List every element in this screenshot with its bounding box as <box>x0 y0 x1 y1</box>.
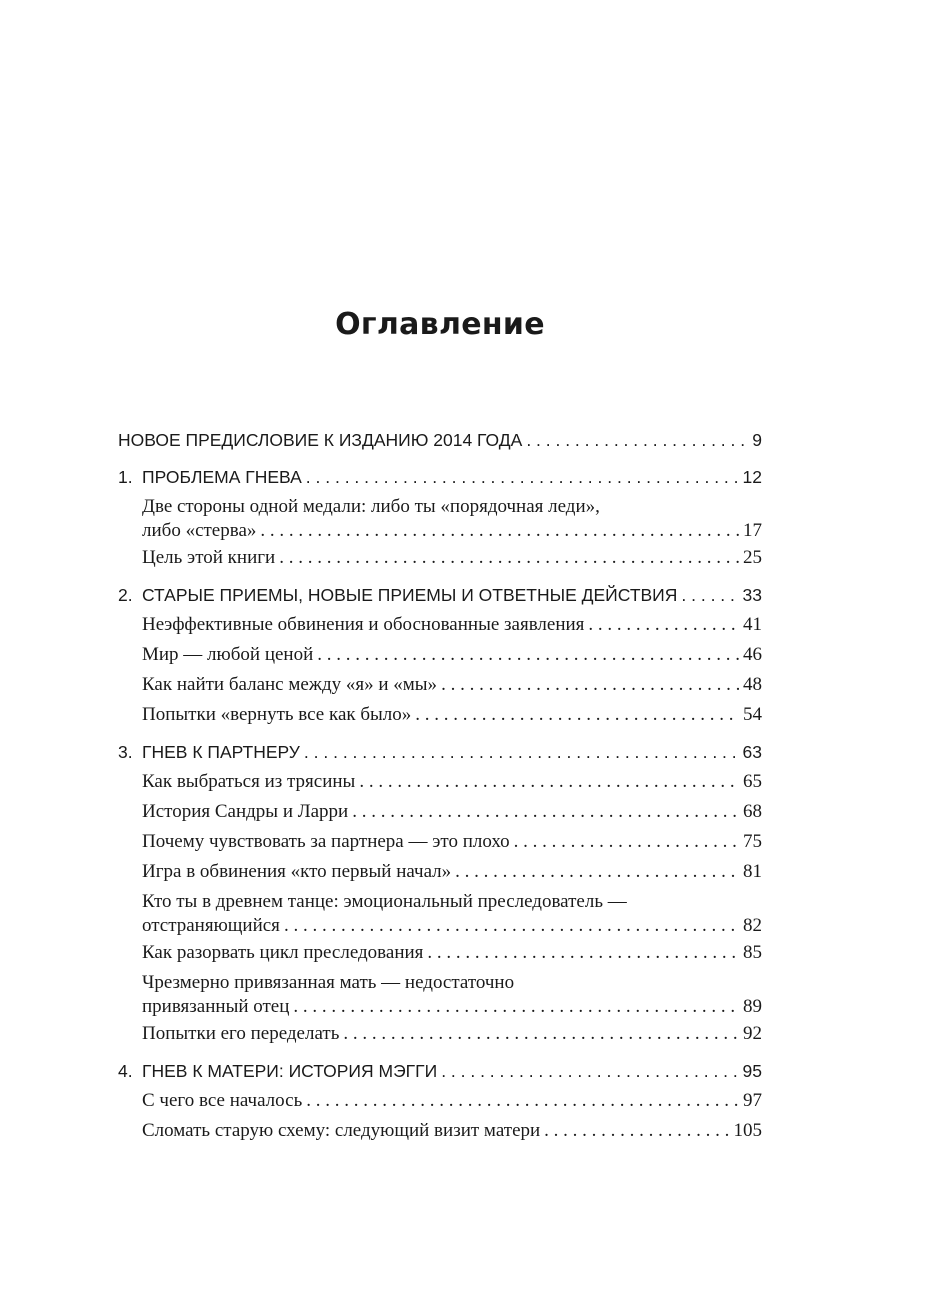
chapter-section-1 <box>118 462 762 573</box>
dot-leader <box>293 995 739 1019</box>
dot-leader <box>359 767 739 797</box>
dot-leader <box>441 1056 738 1086</box>
page-number: 17 <box>743 520 762 541</box>
entry-label: Почему чувствовать за партнера — это плохо <box>142 831 510 852</box>
chapter-number: 2. <box>118 585 133 605</box>
chapter-number: 4. <box>118 1061 133 1081</box>
toc-subentry[interactable] <box>118 857 762 887</box>
dot-leader <box>415 700 739 730</box>
entry-label: Сломать старую схему: следующий визит матери <box>142 1120 541 1141</box>
entry-label: Неэффективные обвинения и обоснованные заявления <box>142 614 585 635</box>
page-number: 46 <box>743 644 762 665</box>
toc-subentry[interactable] <box>118 827 762 857</box>
page-number: 48 <box>743 674 762 695</box>
toc-entry-chapter-1[interactable] <box>118 462 762 492</box>
toc-subentry[interactable] <box>118 543 762 573</box>
entry-label: Попытки его переделать <box>142 1023 340 1044</box>
dot-leader <box>306 462 739 492</box>
page-number: 82 <box>743 915 762 936</box>
dot-leader <box>317 640 739 670</box>
toc-subentry[interactable] <box>118 1116 762 1146</box>
toc-subentry[interactable] <box>118 767 762 797</box>
dot-leader <box>343 1019 739 1049</box>
entry-label: ПРОБЛЕМА ГНЕВА <box>142 467 302 487</box>
toc-subentry[interactable] <box>118 938 762 968</box>
entry-label: ГНЕВ К МАТЕРИ: ИСТОРИЯ МЭГГИ <box>142 1061 438 1081</box>
page-number: 89 <box>743 996 762 1017</box>
dot-leader <box>455 857 739 887</box>
dot-leader <box>352 797 739 827</box>
dot-leader <box>284 914 739 938</box>
page-number: 75 <box>743 831 762 852</box>
toc-subentry[interactable] <box>118 640 762 670</box>
entry-label: отстраняющийся <box>142 915 280 936</box>
entry-label: История Сандры и Ларри <box>142 801 349 822</box>
page-number: 81 <box>743 861 762 882</box>
dot-leader <box>526 425 748 455</box>
dot-leader <box>544 1116 729 1146</box>
entry-label: С чего все началось <box>142 1090 303 1111</box>
chapter-section-3 <box>118 737 762 1049</box>
table-of-contents <box>118 425 762 1153</box>
page-number: 25 <box>743 547 762 568</box>
entry-label: Игра в обвинения «кто первый начал» <box>142 861 452 882</box>
entry-label: Как разорвать цикл преследования <box>142 942 424 963</box>
page-number: 54 <box>743 704 762 725</box>
dot-leader <box>681 580 738 610</box>
toc-entry-chapter-3[interactable] <box>118 737 762 767</box>
entry-label: ГНЕВ К ПАРТНЕРУ <box>142 742 300 762</box>
dot-leader <box>514 827 739 857</box>
entry-label: либо «стерва» <box>142 520 257 541</box>
page-number: 85 <box>743 942 762 963</box>
entry-label: Мир — любой ценой <box>142 644 314 665</box>
entry-label: СТАРЫЕ ПРИЕМЫ, НОВЫЕ ПРИЕМЫ И ОТВЕТНЫЕ ДЕЙСТВИЯ <box>142 585 678 605</box>
page-number: 12 <box>742 467 762 487</box>
toc-subentry[interactable] <box>118 968 762 1019</box>
dot-leader <box>279 543 739 573</box>
toc-subentry[interactable] <box>118 887 762 938</box>
entry-label: Цель этой книги <box>142 547 276 568</box>
page-title: Оглавление <box>335 307 545 342</box>
chapter-section-4 <box>118 1056 762 1146</box>
entry-label: Как найти баланс между «я» и «мы» <box>142 674 438 695</box>
entry-label-line1: Чрезмерно привязанная мать — недостаточно <box>142 972 515 993</box>
dot-leader <box>304 737 739 767</box>
page-number: 92 <box>743 1023 762 1044</box>
toc-subentry[interactable] <box>118 670 762 700</box>
page-number: 41 <box>743 614 762 635</box>
page-number: 105 <box>733 1120 762 1141</box>
toc-entry-chapter-4[interactable] <box>118 1056 762 1086</box>
entry-label: НОВОЕ ПРЕДИСЛОВИЕ К ИЗДАНИЮ 2014 ГОДА <box>118 430 523 450</box>
toc-subentry[interactable] <box>118 1019 762 1049</box>
chapter-number: 3. <box>118 742 133 762</box>
dot-leader <box>306 1086 739 1116</box>
chapter-section-2 <box>118 580 762 730</box>
page-number: 97 <box>743 1090 762 1111</box>
page-number: 33 <box>742 585 762 605</box>
dot-leader <box>588 610 739 640</box>
toc-entry-preface[interactable] <box>118 425 762 455</box>
toc-subentry[interactable] <box>118 1086 762 1116</box>
entry-label-line1: Кто ты в древнем танце: эмоциональный преследователь — <box>142 891 627 912</box>
dot-leader <box>441 670 739 700</box>
entry-label-line1: Две стороны одной медали: либо ты «порядочная леди», <box>142 496 600 517</box>
page-number: 63 <box>742 742 762 762</box>
toc-subentry[interactable] <box>118 610 762 640</box>
entry-label: привязанный отец <box>142 996 290 1017</box>
toc-entry-chapter-2[interactable] <box>118 580 762 610</box>
dot-leader <box>260 519 739 543</box>
page-number: 65 <box>743 771 762 792</box>
page-number: 95 <box>742 1061 762 1081</box>
toc-subentry[interactable] <box>118 797 762 827</box>
entry-label: Попытки «вернуть все как было» <box>142 704 412 725</box>
page-number: 9 <box>752 430 762 450</box>
toc-subentry[interactable] <box>118 700 762 730</box>
chapter-number: 1. <box>118 467 133 487</box>
entry-label: Как выбраться из трясины <box>142 771 356 792</box>
page-number: 68 <box>743 801 762 822</box>
toc-subentry[interactable] <box>118 492 762 543</box>
dot-leader <box>427 938 739 968</box>
